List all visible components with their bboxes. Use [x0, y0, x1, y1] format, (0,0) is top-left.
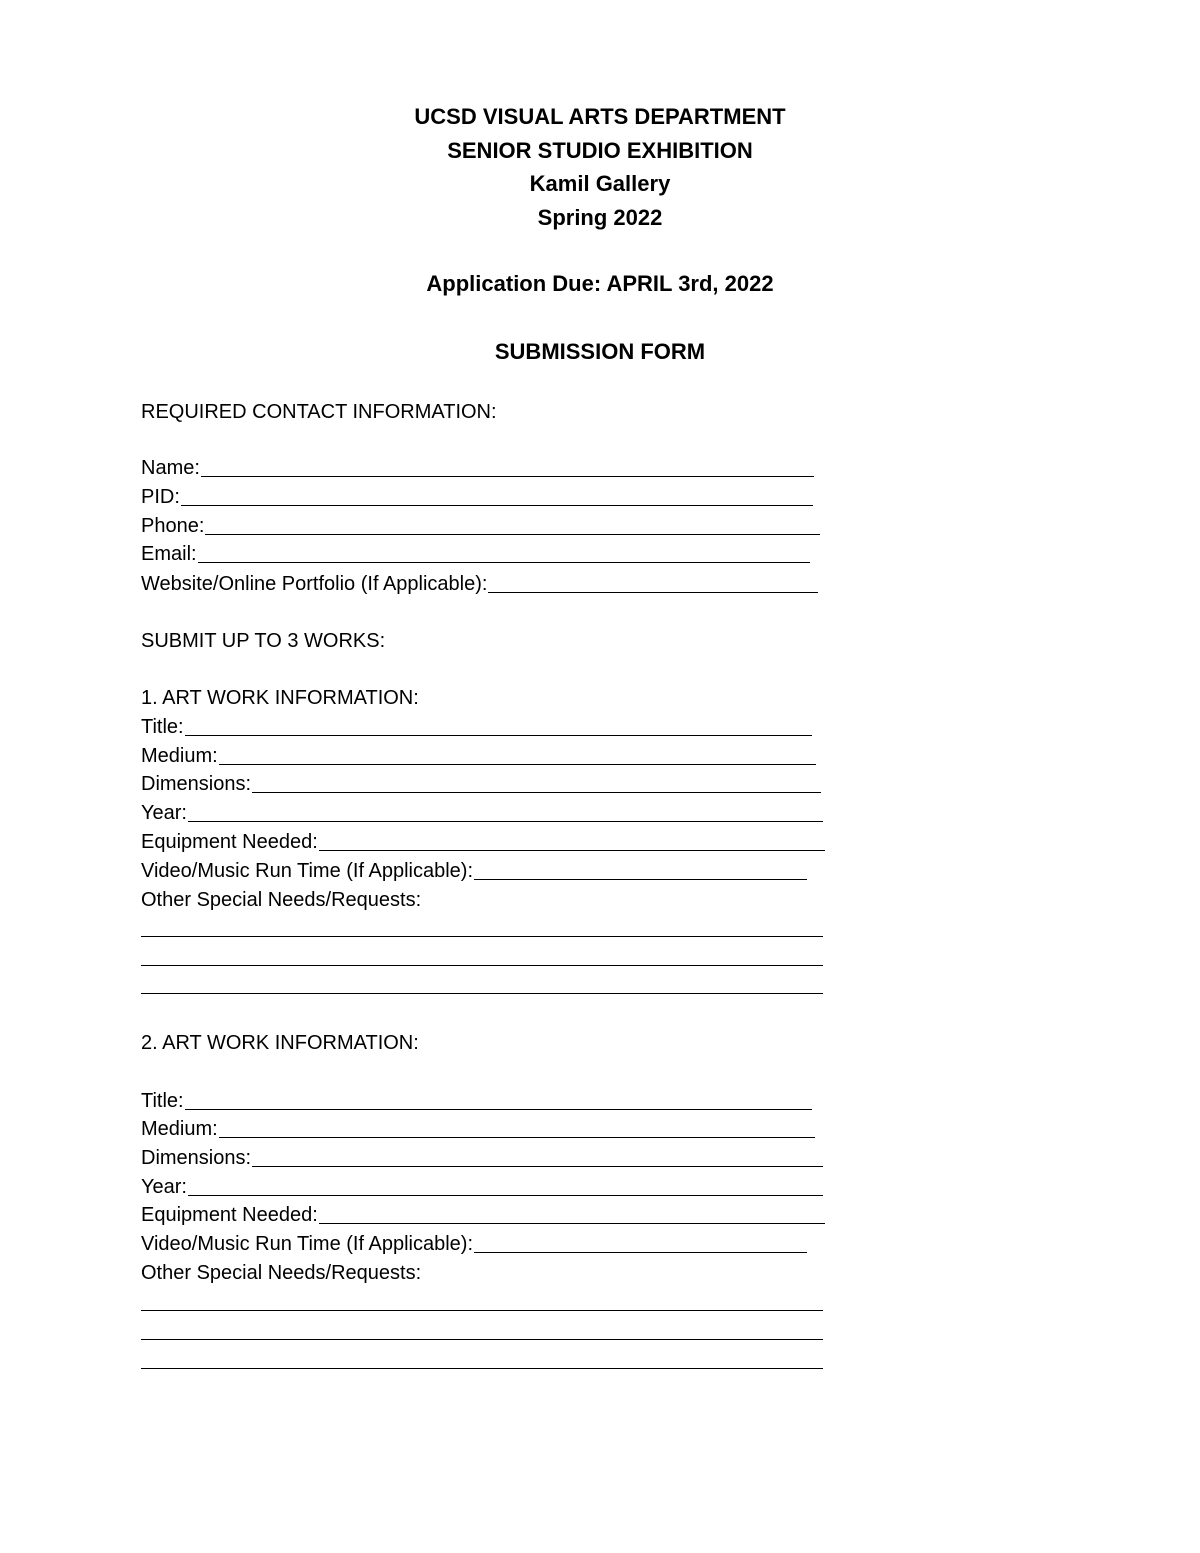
work1-runtime-blank[interactable]	[474, 879, 807, 880]
work1-equipment-label: Equipment Needed:	[141, 831, 318, 853]
work1-equipment-field[interactable]	[141, 829, 825, 855]
term-label: Spring 2022	[537, 205, 663, 230]
website-blank[interactable]	[488, 592, 818, 593]
work2-special-line-2[interactable]	[141, 1339, 823, 1340]
work2-runtime-blank[interactable]	[474, 1252, 807, 1253]
work2-dimensions-field[interactable]	[141, 1145, 823, 1171]
work1-title-field[interactable]	[141, 714, 812, 740]
work2-medium-label: Medium:	[141, 1118, 218, 1140]
work1-special-label: Other Special Needs/Requests:	[141, 889, 422, 911]
work2-equipment-label: Equipment Needed:	[141, 1204, 318, 1226]
form-title: SUBMISSION FORM	[494, 339, 706, 364]
work1-special-line-3[interactable]	[141, 993, 823, 994]
submit-heading: SUBMIT UP TO 3 WORKS:	[141, 630, 386, 652]
work1-title-label: Title:	[141, 716, 184, 738]
website-field[interactable]	[141, 571, 818, 597]
work2-equipment-field[interactable]	[141, 1202, 825, 1228]
work2-runtime-label: Video/Music Run Time (If Applicable):	[141, 1233, 474, 1255]
exhibition-title: SENIOR STUDIO EXHIBITION	[447, 138, 753, 163]
work1-heading: 1. ART WORK INFORMATION:	[141, 687, 419, 709]
work1-runtime-label: Video/Music Run Time (If Applicable):	[141, 860, 474, 882]
work1-medium-label: Medium:	[141, 745, 218, 767]
work2-year-label: Year:	[141, 1176, 187, 1198]
work1-dimensions-label: Dimensions:	[141, 773, 252, 795]
name-label: Name:	[141, 457, 200, 479]
work1-year-field[interactable]	[141, 800, 823, 826]
work2-year-field[interactable]	[141, 1174, 823, 1200]
work1-special-line-2[interactable]	[141, 965, 823, 966]
work1-year-label: Year:	[141, 802, 187, 824]
work2-title-blank[interactable]	[185, 1109, 812, 1110]
work2-medium-field[interactable]	[141, 1116, 815, 1142]
email-label: Email:	[141, 543, 197, 565]
department-title: UCSD VISUAL ARTS DEPARTMENT	[414, 104, 786, 129]
work2-dimensions-label: Dimensions:	[141, 1147, 252, 1169]
contact-heading: REQUIRED CONTACT INFORMATION:	[141, 401, 497, 423]
website-label: Website/Online Portfolio (If Applicable):	[141, 573, 488, 595]
email-field[interactable]	[141, 541, 810, 567]
pid-blank[interactable]	[181, 505, 813, 506]
work1-medium-blank[interactable]	[219, 764, 816, 765]
phone-blank[interactable]	[205, 534, 820, 535]
work1-year-blank[interactable]	[188, 821, 823, 822]
work2-medium-blank[interactable]	[219, 1137, 815, 1138]
gallery-name: Kamil Gallery	[529, 171, 671, 196]
pid-field[interactable]	[141, 484, 813, 510]
work2-title-label: Title:	[141, 1090, 184, 1112]
work1-dimensions-field[interactable]	[141, 771, 821, 797]
application-due: Application Due: APRIL 3rd, 2022	[426, 271, 774, 296]
work2-runtime-field[interactable]	[141, 1231, 807, 1257]
work2-special-label: Other Special Needs/Requests:	[141, 1262, 422, 1284]
work2-special-line-1[interactable]	[141, 1310, 823, 1311]
work1-dimensions-blank[interactable]	[252, 792, 821, 793]
work2-year-blank[interactable]	[188, 1195, 823, 1196]
email-blank[interactable]	[198, 562, 810, 563]
work1-medium-field[interactable]	[141, 743, 816, 769]
work2-title-field[interactable]	[141, 1088, 812, 1114]
work1-equipment-blank[interactable]	[319, 850, 825, 851]
name-blank[interactable]	[201, 476, 814, 477]
name-field[interactable]	[141, 455, 814, 481]
phone-field[interactable]	[141, 513, 820, 539]
work2-heading: 2. ART WORK INFORMATION:	[141, 1032, 419, 1054]
pid-label: PID:	[141, 486, 180, 508]
work1-title-blank[interactable]	[185, 735, 812, 736]
work1-special-line-1[interactable]	[141, 936, 823, 937]
work1-runtime-field[interactable]	[141, 858, 807, 884]
phone-label: Phone:	[141, 515, 205, 537]
work2-special-line-3[interactable]	[141, 1368, 823, 1369]
work2-dimensions-blank[interactable]	[252, 1166, 823, 1167]
work2-equipment-blank[interactable]	[319, 1223, 825, 1224]
